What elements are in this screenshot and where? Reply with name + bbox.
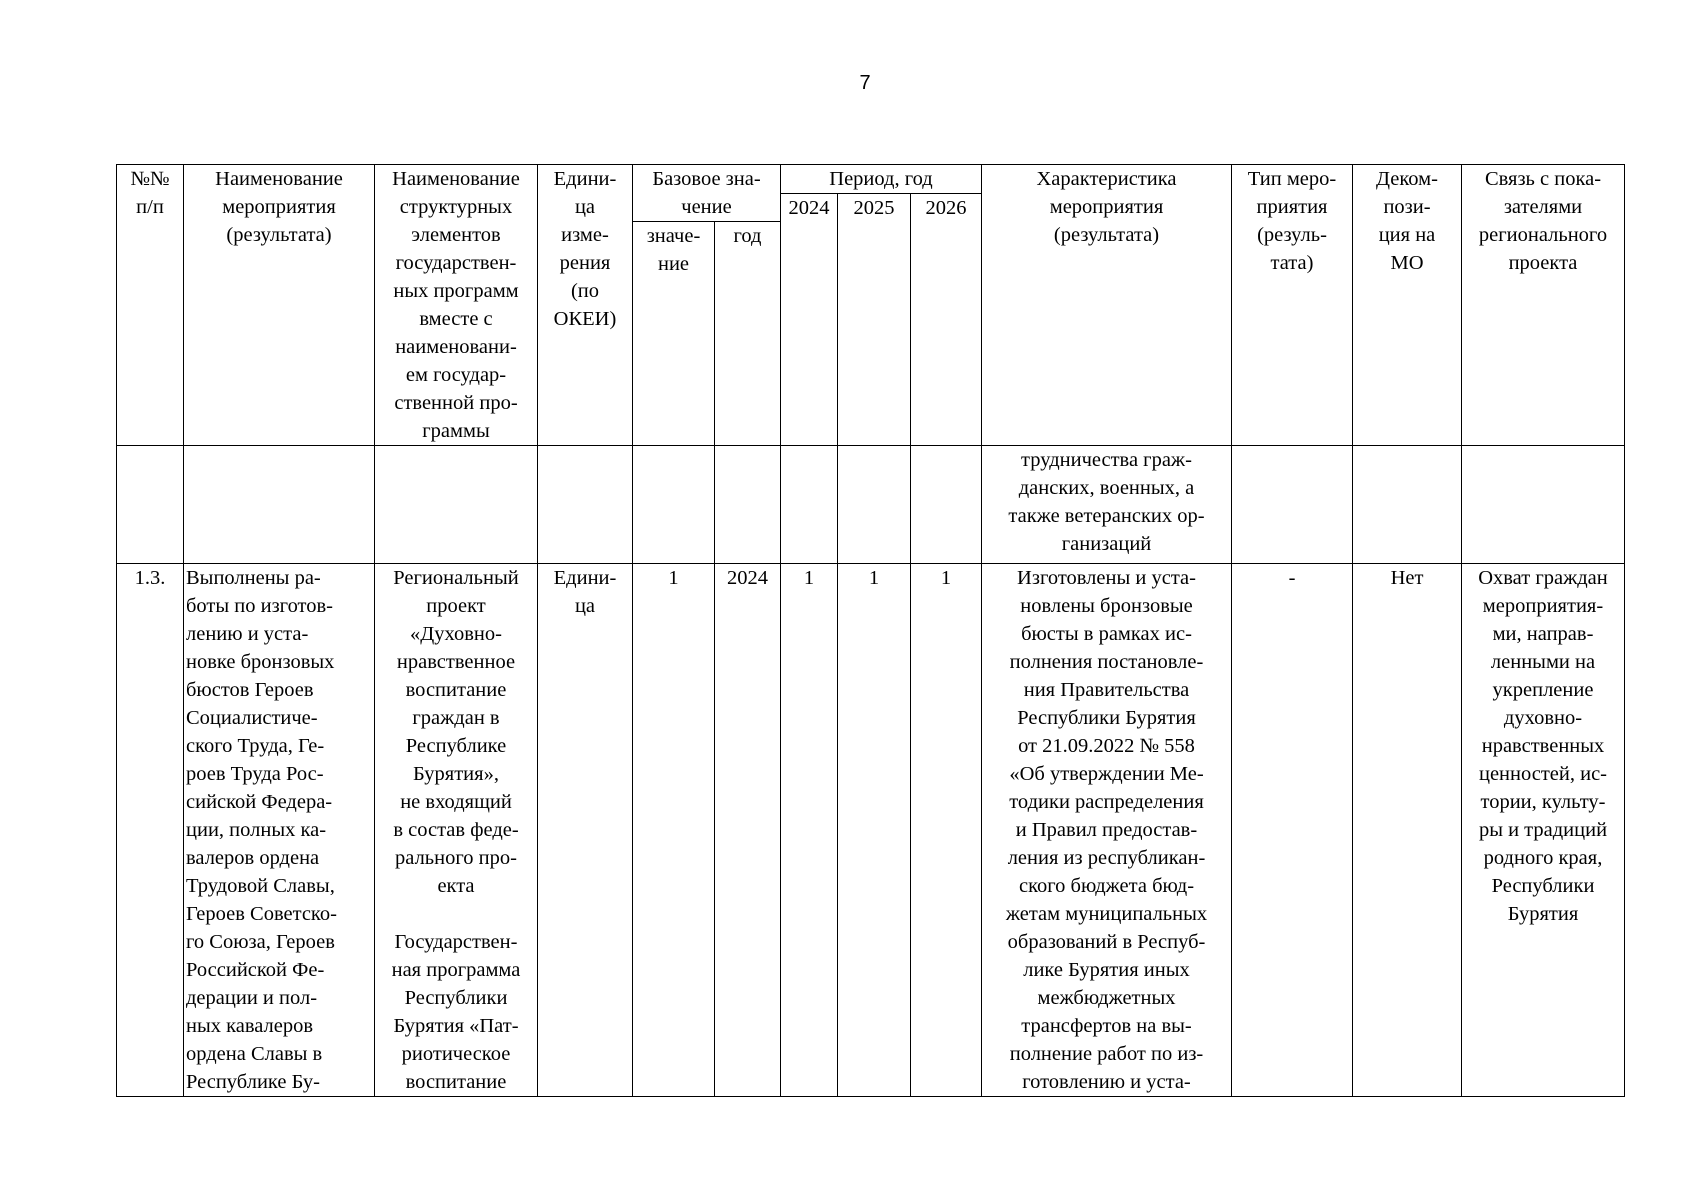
header-year-2024: 2024 [781, 194, 838, 446]
header-character: Характеристика мероприятия (результата) [982, 165, 1232, 446]
cell-decomp [1353, 446, 1462, 564]
cell-link [1462, 446, 1625, 564]
cell-unit [538, 446, 633, 564]
header-base-year: год [715, 222, 781, 446]
cell-2026: 1 [911, 564, 982, 1097]
cell-2024 [781, 446, 838, 564]
measures-table [116, 164, 1625, 1097]
cell-name [184, 446, 375, 564]
cell-name: Выполнены ра- боты по изготов- лению и уста- новке бронзовых бюстов Героев Социалистиче- ского Труда, Ге- роев Труда Рос- сийской Федера- ции, полных ка- валеров ордена Трудовой Славы, Героев Советско- го Союза, Героев Российской Фе- дерации и пол- ных кавалеров ордена Славы в Республике Бу- [184, 564, 375, 1097]
cell-2025: 1 [838, 564, 911, 1097]
cell-unit: Едини- ца [538, 564, 633, 1097]
header-decomp: Деком- пози- ция на МО [1353, 165, 1462, 446]
cell-base-value: 1 [633, 564, 715, 1097]
header-year-2026: 2026 [911, 194, 982, 446]
header-num: №№ п/п [117, 165, 184, 446]
cell-base-year: 2024 [715, 564, 781, 1097]
table-row [117, 446, 1625, 564]
cell-base-value [633, 446, 715, 564]
header-unit: Едини- ца изме- рения (по ОКЕИ) [538, 165, 633, 446]
table-row [117, 564, 1625, 1097]
header-link: Связь с пока- зателями регионального проекта [1462, 165, 1625, 446]
cell-character: Изготовлены и уста- новлены бронзовые бюсты в рамках ис- полнения постановле- ния Правительства Республики Бурятия от 21.09.2022 № 558 «Об утверждении Ме- тодики распределения и Правил предостав- ления из республикан- ского бюджета бюд- жетам муниципальных образований в Респуб- лике Бурятия иных межбюджетных трансфертов на вы- полнение работ по из- готовлению и уста- [982, 564, 1232, 1097]
header-period: Период, год [781, 165, 982, 194]
header-year-2025: 2025 [838, 194, 911, 446]
cell-struct: Региональный проект «Духовно- нравственное воспитание граждан в Республике Бурятия», не входящий в состав феде- рального про- екта Государствен- ная программа Республики Бурятия «Пат- риотическое воспитание [375, 564, 538, 1097]
cell-link: Охват граждан мероприятия- ми, направ- ленными на укрепление духовно- нравственных ценностей, ис- тории, культу- ры и традиций родного края, Республики Бурятия [1462, 564, 1625, 1097]
cell-decomp: Нет [1353, 564, 1462, 1097]
header-base: Базовое зна- чение [633, 165, 781, 222]
cell-2026 [911, 446, 982, 564]
cell-type: - [1232, 564, 1353, 1097]
header-type: Тип меро- приятия (резуль- тата) [1232, 165, 1353, 446]
cell-type [1232, 446, 1353, 564]
cell-num: 1.3. [117, 564, 184, 1097]
header-name: Наименование мероприятия (результата) [184, 165, 375, 446]
cell-struct [375, 446, 538, 564]
cell-base-year [715, 446, 781, 564]
page-number: 7 [859, 72, 871, 94]
cell-2025 [838, 446, 911, 564]
cell-character: трудничества граж- данских, военных, а также ветеранских ор- ганизаций [982, 446, 1232, 564]
header-struct: Наименование структурных элементов государствен- ных программ вместе с наименовани- ем государ- ственной про- граммы [375, 165, 538, 446]
header-base-value: значе- ние [633, 222, 715, 446]
cell-num [117, 446, 184, 564]
cell-2024: 1 [781, 564, 838, 1097]
